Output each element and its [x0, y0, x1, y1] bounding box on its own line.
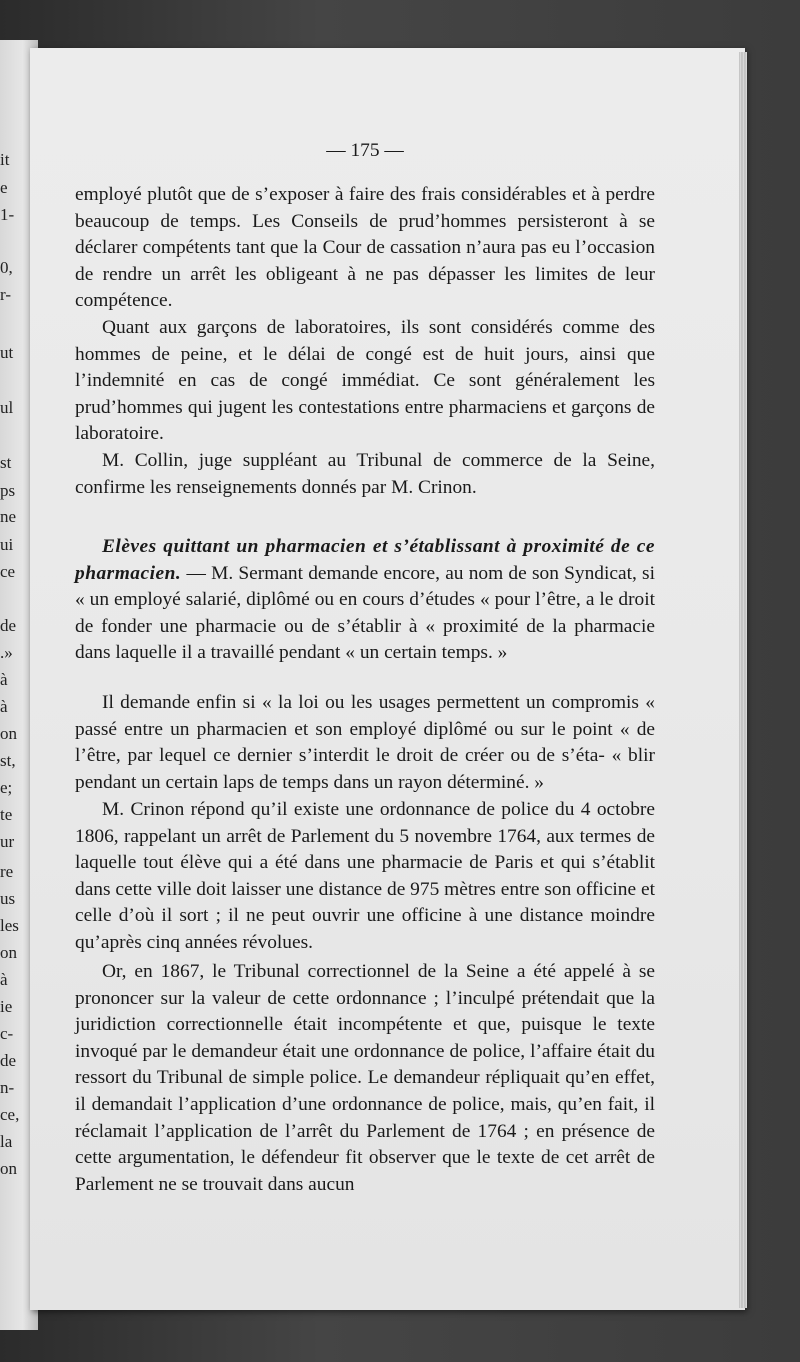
facing-page-fragment: n- — [0, 1078, 15, 1097]
section-heading-body: — M. Sermant demande encore, au nom de son Syndicat, si « un employé salarié, diplômé ou en cours d’études « pour l’être, a le droit de fonder une pharmacie ou de s’établir à « proximité de la pharmacie dans laquelle il a travaillé pendant « un certain temps. » — [75, 562, 655, 664]
facing-page-fragment: r- — [0, 285, 11, 304]
facing-page-fragment: st, — [0, 751, 16, 770]
facing-page-fragment: ie — [0, 997, 13, 1016]
facing-page-fragment: it — [0, 150, 10, 169]
facing-page-fragment: ut — [0, 343, 14, 362]
facing-page-fragment: 1- — [0, 205, 15, 224]
paragraph-laboratory-boys: Quant aux garçons de laboratoires, ils sont considérés comme des hommes de peine, et le délai de congé est de huit jours, ainsi que l’indemnité en cas de congé immédiat. Ce sont généralement les prud’hommes qui jugent les contestations entre pharmaciens et garçons de laboratoire. — [75, 317, 655, 445]
facing-page-fragment: ps — [0, 481, 16, 500]
facing-page-fragment: ne — [0, 507, 17, 526]
facing-page-fragment: re — [0, 862, 14, 881]
facing-page-fragment: ce, — [0, 1105, 20, 1124]
facing-page-fragment: on — [0, 943, 17, 962]
paragraph-compromis: Il demande enfin si « la loi ou les usages permettent un compromis « passé entre un pharmacien et son employé diplômé ou sur le point « de l’être, par lequel ce dernier s’interdit le droit de créer ou de s’éta- « blir pendant un certain laps de temps dans un rayon déterminé. » — [75, 692, 655, 793]
page-stack-edge — [739, 52, 747, 1308]
page-number: — 175 — — [326, 140, 404, 161]
facing-page-fragment: à — [0, 970, 8, 989]
facing-page-fragment: ur — [0, 832, 15, 851]
facing-page-fragment: à — [0, 670, 8, 689]
facing-page-fragment: te — [0, 805, 13, 824]
paragraph-continuation: employé plutôt que de s’exposer à faire des frais considérables et à perdre beaucoup de temps. Les Conseils de prud’hommes persisteront à se déclarer compétents tant que la Cour de cassation n’aura pas eu l’occasion de rendre un arrêt les obligeant à ne pas dépasser les limites de leur compétence. — [75, 184, 655, 312]
facing-page-fragment: ui — [0, 535, 14, 554]
facing-page-fragment: de — [0, 1051, 17, 1070]
facing-page-fragment: .» — [0, 643, 13, 662]
facing-page-fragment: e — [0, 178, 8, 197]
facing-page-fragment: ul — [0, 398, 14, 417]
facing-page-fragment: de — [0, 616, 17, 635]
facing-page-fragment: ce — [0, 562, 16, 581]
facing-page-fragment: st — [0, 453, 12, 472]
facing-page-fragment: on — [0, 724, 17, 743]
facing-page-fragment: les — [0, 916, 19, 935]
facing-page-fragment: on — [0, 1159, 17, 1178]
facing-page-fragment: us — [0, 889, 16, 908]
paragraph-tribunal-1867: Or, en 1867, le Tribunal correctionnel de la Seine a été appelé à se prononcer sur la valeur de cette ordonnance ; l’inculpé prétendait que la juridiction correctionnelle était incompétente et que, puisque le texte invoqué par le demandeur était une ordonnance de police, l’affaire était du ressort du Tribunal de simple police. Le demandeur répliquait qu’en effet, il demandait l’application d’une ordonnance de police, mais, qu’en fait, il réclamait l’application de l’arrêt du Parlement de 1764 ; en présence de cette argumentation, le défendeur fit observer que le texte de cet arrêt de Parlement ne se trouvait dans aucun — [75, 961, 655, 1195]
paragraph-collin: M. Collin, juge suppléant au Tribunal de commerce de la Seine, confirme les renseignements donnés par M. Crinon. — [75, 450, 655, 498]
section-heading: Elèves quittant un pharmacien et s’établissant à proximité de ce pharmacien. — [75, 536, 655, 584]
facing-page-fragment: e; — [0, 778, 13, 797]
paragraph-eleves — [75, 534, 655, 667]
facing-page-fragment: la — [0, 1132, 13, 1151]
paragraph-crinon: M. Crinon répond qu’il existe une ordonnance de police du 4 octobre 1806, rappelant un arrêt de Parlement du 5 novembre 1764, aux termes de laquelle tout élève qui a été dans une pharmacie de Paris et qui s’établit dans cette ville doit laisser une distance de 975 mètres entre son officine et celle d’où il sort ; il ne peut ouvrir une officine à une distance moindre qu’après cinq années révolues. — [75, 799, 655, 953]
facing-page-fragment: 0, — [0, 258, 13, 277]
facing-page-fragment: à — [0, 697, 8, 716]
facing-page-fragment: c- — [0, 1024, 14, 1043]
